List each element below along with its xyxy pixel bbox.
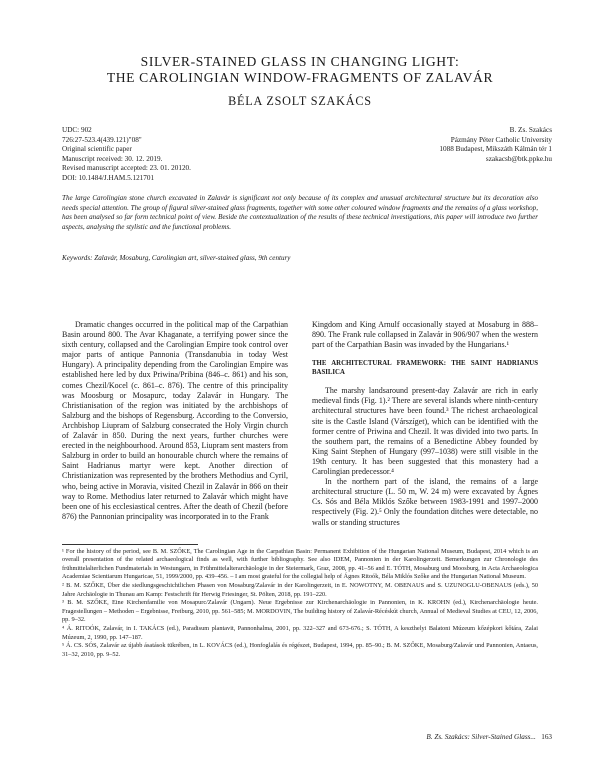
body-paragraph: Dramatic changes occurred in the political map of the Carpathian Basin around 800. The Avar Khaganate, a terrifying power since the sixth century, collapsed and the Carolingian Empire took control over major parts of antique Pannonia (Transdanubia in today West Hungary). A principality depending from the Carolingian Empire was established here led by dux Priwina/Pribina (846–c. 861) and his son, comes Chezil/Kocel (c. 861–c. 876). The centre of this principality was Moosburg or Mosapurc, today Zalavár in Hungary. The Christianisation of the region was initiated by the archbishops of Salzburg and the bishops of Regensburg. According to the Conversio, Archbishop Liupram of Salzburg consecrated the Holy Virgin church of Zalavár in 850. During the next years, further churches were erected in the neighbourhood. Around 853, Liupram sent masters from Salzburg in order to build an honourable church where the remains of Saint Hadrianus martyr were kept. Another direction of Christianization was represented by the brothers Methodius and Cyril, who, being active in Moravia, visited Chezil in Zalavár in 866 on their way to Rome. Methodius later returned to Zalavár which might have been one of his ecclesiastical centres. After the death of Chezil (before 876) the Pannonian principality was incorporated in to the Frank	[62, 320, 288, 521]
body-column-left	[62, 320, 288, 522]
body-column-right	[312, 320, 538, 528]
author-affiliation	[439, 126, 552, 164]
footnote-2: ² B. M. SZŐKE, Über die siedlungsgeschichtlichen Phasen von Mosaburg/Zalavár in der Karolingerzeit, in E. NOWOTNY, M. OBENAUS and S. UZUNOGLU-OBENAUS (eds.), 50 Jahre Archäologie in Thunau am Kamp: Festschrift für Herwig Friesinger, St. Pölten, 2018, pp. 191–220.	[62, 582, 538, 598]
affiliation-name: B. Zs. Szakács	[509, 126, 552, 134]
paper-title-line-1: SILVER-STAINED GLASS IN CHANGING LIGHT:	[140, 54, 460, 69]
section-heading: THE ARCHITECTURAL FRAMEWORK: THE SAINT HADRIANUS BASILICA	[312, 360, 538, 377]
udc-code-line: 726:27-523.4(439.121)"08"	[62, 135, 142, 144]
abstract: The large Carolingian stone church excavated in Zalavár is significant not only because of its complex and unusual architectural structure but its decoration also needs special attention. The group of figural silver-stained glass fragments, together with some other coloured window fragments and the remains of a glass workshop, has been analysed so far form technical point of view. Beside the contextualization of the results of these technical investigations, this paper will introduce two further aspects, analysing the stylistic and the functional problems.	[62, 194, 538, 231]
footnotes	[62, 548, 538, 660]
received-date: Manuscript received: 30. 12. 2019.	[62, 154, 163, 163]
body-paragraph: In the northern part of the island, the remains of a large architectural structure (L. 50 m, W. 24 m) were excavated by Ágnes Cs. Sós and Béla Miklós Szőke between 1983-1991 and 1997–2000 respectively (Fig. 2).⁵ Only the foundation ditches were detectable, no walls or standing structures	[312, 477, 538, 527]
affiliation-address: 1088 Budapest, Mikszáth Kálmán tér 1	[439, 145, 552, 153]
body-paragraph: The marshy landsaround present-day Zalavár are rich in early medieval finds (Fig. 1).² There are several islands where ninth-century architectural structures have been found.³ The richest archaeological site is the Castle Island (Várszíget), which can be identified with the former centre of Priwina and Chezil. It was divided into two parts. In the southern part, the remains of a Benedictine Abbey founded by King Saint Stephen of Hungary (997–1038) were still visible in the 19th century. It has been suggested that this monastery had a Carolingian predecessor.⁴	[312, 386, 538, 477]
footnote-3: ³ B. M. SZŐKE, Eine Kirchenfamilie von Mosapurc/Zalavár (Ungarn). Neue Ergebnisse zur Kirchenarchäologie in Pannonien, in K. KROHN (ed.), Kirchenarchäologie heute. Fragestellungen – Methoden – Ergebnisse, Freiburg, 2010, pp. 561–585; M. MORDOVIN, The building history of Zalavár-Récéskút church, Annual of Medieval Studies at CEU, 12, 2006, pp. 9–32.	[62, 599, 538, 624]
body-paragraph: Kingdom and King Arnulf occasionally stayed at Mosaburg in 888–890. The Frank rule collapsed in Zalavár in 906/907 when the western part of the Carpathian Basin was invaded by the Hungarians.¹	[312, 320, 538, 350]
footnote-4: ⁴ Á. RITOÓK, Zalavár, in I. TAKÁCS (ed.), Paradisum plantavit, Pannonhalma, 2001, pp. 322–327 and 673-676.; S. TÓTH, A keszthelyi Balatoni Múzeum kőzépkori kőtára, Zalai Múzeum, 2, 1990, pp. 147–187.	[62, 625, 538, 641]
udc-line: UDC: 902	[62, 126, 92, 134]
affiliation-institution: Pázmány Péter Catholic University	[450, 135, 552, 144]
keywords: Keywords: Zalavár, Mosaburg, Carolingian art, silver-stained glass, 9th century	[62, 254, 291, 262]
footnote-rule	[62, 544, 198, 545]
footnote-5: ⁵ Á. CS. SÓS, Zalavár az újabb ásatások tükrében, in L. KOVÁCS (ed.), Honfoglalás és régészet, Budapest, 1994, pp. 85–90.; B. M. SZŐKE, Mosaburg/Zalavár und Pannonien, Antaeus, 31–32, 2010, pp. 9–52.	[62, 642, 538, 658]
affiliation-email[interactable]: szakacsb@btk.ppke.hu	[485, 154, 552, 163]
doi[interactable]: DOI: 10.1484/J.HAM.5.121701	[62, 173, 155, 182]
paper-title-line-2: THE CAROLINGIAN WINDOW-FRAGMENTS OF ZALAVÁR	[106, 70, 494, 85]
article-metadata	[62, 126, 191, 183]
page-footer	[426, 733, 552, 741]
accepted-date: Revised manuscript accepted: 23. 01. 20120.	[62, 164, 191, 172]
paper-type: Original scientific paper	[62, 145, 132, 153]
footnote-1: ¹ For the history of the period, see B. M. SZŐKE, The Carolingian Age in the Carpathian Basin: Permanent Exhibition of the Hungarian National Museum, Budapest, 2014 which is an overall presentation of the related archaeological finds as well, with further bibliography. See also IDEM, Pannonien in der Karolingerzeit. Bemerkungen zur Chronologie des frühmittelalterlichen Fundmaterials in Westungarn, in Frühmittelalterarchäologie in der Steiermark, Graz, 2008, pp. 41–56 and E. TÓTH, Mosaburg und Moosburg, in Acta Archaeologica Academiae Scientiarum Hungaricae, 51, 1999/2000, pp. 439–456. – I am most grateful for the collegial help of Ágnes Ritoók, Béla Miklós Szőke and the Hungarian National Museum.	[62, 548, 538, 581]
running-head: B. Zs. Szakács: Silver-Stained Glass...	[426, 733, 536, 741]
author-name: BÉLA ZSOLT SZAKÁCS	[228, 94, 372, 108]
page-number: 163	[541, 733, 552, 741]
